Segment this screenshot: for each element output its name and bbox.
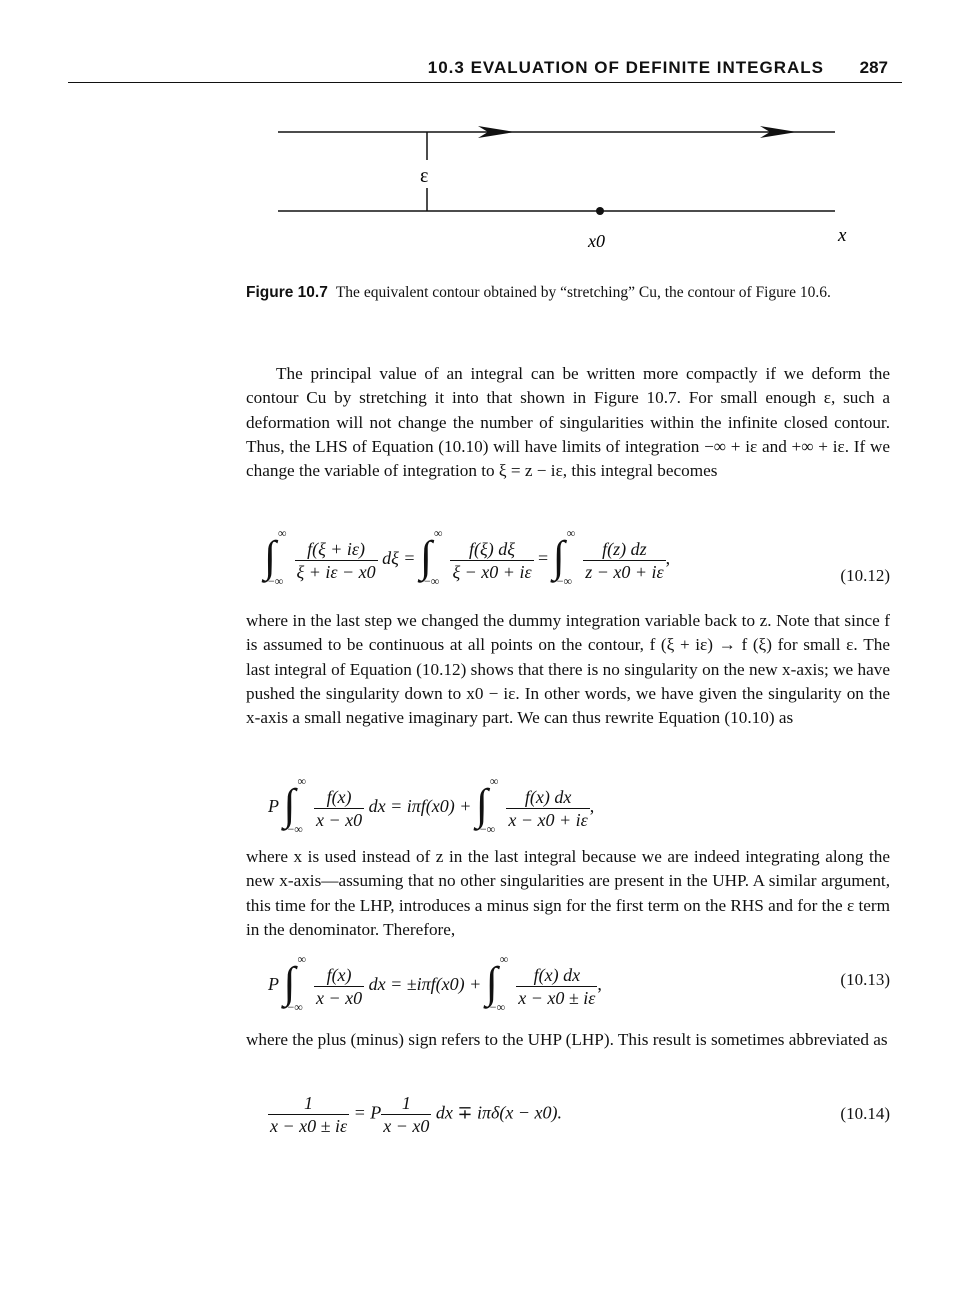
x0-label: x0 — [588, 231, 605, 251]
running-head — [68, 56, 902, 83]
integral-sign: ∫ ∞ −∞ — [264, 526, 287, 588]
equation-number: (10.14) — [840, 1104, 890, 1123]
equation-10-13: P ∫ ∞ −∞ $\frac{f(x)}{x - x0}$ dx = ±iπf(x0) + ∫ ∞ −∞ $\frac{f(x) dx}{x - x0 \pm i\varepsilon}$ , (10.13) — [268, 952, 890, 1014]
paragraph-3 — [246, 845, 890, 942]
x-axis-label: x — [838, 225, 847, 246]
running-head-section: 10.3 EVALUATION OF DEFINITE INTEGRALS — [427, 58, 824, 77]
fraction: $\frac{f(x) dx}{x - x0 + i\varepsilon}$ — [508, 786, 588, 830]
paragraph-1-text: The principal value of an integral can be written more compactly if we deform the contour Cu by stretching it into that shown in Figure 10.7. For small enough ε, such a deformation will not change the number of singularities within the infinite closed contour. Thus, the LHS of Equation (10.10) will have limits of integration −∞ + iε and +∞ + iε. If we change the variable of integration to ξ = z − iε, this integral becomes — [246, 364, 890, 481]
fraction: $\frac{1}{x - x0 \pm i\varepsilon}$ — [270, 1093, 348, 1136]
page-number: 287 — [859, 58, 888, 77]
figure-caption-label: Figure 10.7 — [246, 284, 328, 301]
contour-figure — [270, 112, 870, 262]
epsilon-label: ε — [420, 165, 429, 187]
equation-number: (10.12) — [840, 566, 890, 585]
integral-sign: ∫ ∞ −∞ — [475, 774, 499, 836]
fraction: $\frac{f(\xi + i\varepsilon)}{\xi + i\varepsilon - x0}$ — [296, 538, 376, 582]
integral-sign: ∫ ∞ −∞ — [552, 526, 576, 588]
integral-sign: ∫ ∞ −∞ — [419, 526, 443, 588]
paragraph-3-text: where x is used instead of z in the last integral because we are indeed integrating along the new x-axis—assuming that no other singularities are present in the UHP. A similar argument, this time for the LHP, introduces a minus sign for the first term on the RHS and for the ε term in the denominator. Therefore, — [246, 847, 890, 939]
integral-sign: ∫ ∞ −∞ — [283, 952, 307, 1014]
paragraph-2 — [246, 609, 890, 730]
paragraph-2-text: where in the last step we changed the dummy integration variable back to z. Note that since f is assumed to be continuous at all points on the contour, f (ξ + iε) → f (ξ) for small ε. The last integral of Equation (10.12) shows that there is no singularity on the new x-axis; we have pushed the singularity down to x0 − iε. In other words, we have given the singularity on the x-axis a small negative imaginary part. We can thus rewrite Equation (10.10) as — [246, 611, 890, 728]
paragraph-4 — [246, 1028, 890, 1052]
figure-caption — [246, 282, 890, 304]
fraction: $\frac{f(x)}{x - x0}$ — [316, 964, 363, 1008]
fraction: $\frac{f(x) dx}{x - x0 \pm i\varepsilon}$ — [518, 964, 596, 1008]
equation-number: (10.13) — [840, 970, 890, 989]
fraction: $\frac{1}{x - x0}$ — [383, 1093, 430, 1136]
figure-caption-text: The equivalent contour obtained by “stretching” Cu, the contour of Figure 10.6. — [335, 284, 831, 301]
equation-10-12: ∫ ∞ −∞ $\frac{f(\xi + i\varepsilon)}{\xi + i\varepsilon - x0}$ dξ = ∫ ∞ −∞ $\frac{f(\xi) d\xi}{\xi - x0 + i\varepsilon}$ = ∫ ∞ −∞ $\frac{f(z) dz}{z - x0 + i\varepsilon}$ , (10.12) — [264, 526, 890, 588]
equation-10-14: $\frac{1}{x - x0 \pm i\varepsilon}$ = P $\frac{1}{x - x0}$ dx ∓ iπδ(x − x0). (10.14) — [270, 1093, 890, 1136]
integral-sign: ∫ ∞ −∞ — [485, 952, 509, 1014]
paragraph-1 — [246, 362, 890, 483]
paragraph-4-text: where the plus (minus) sign refers to the UHP (LHP). This result is sometimes abbreviated as — [246, 1030, 888, 1049]
fraction: $\frac{f(x)}{x - x0}$ — [316, 786, 363, 830]
equation-unnumbered: P ∫ ∞ −∞ $\frac{f(x)}{x - x0}$ dx = iπf(x0) + ∫ ∞ −∞ $\frac{f(x) dx}{x - x0 + i\varepsilon}$ , — [268, 774, 595, 836]
fraction: $\frac{f(z) dz}{z - x0 + i\varepsilon}$ — [585, 538, 664, 582]
singularity-point — [596, 207, 604, 215]
fraction: $\frac{f(\xi) d\xi}{\xi - x0 + i\varepsilon}$ — [452, 538, 532, 582]
integral-sign: ∫ ∞ −∞ — [283, 774, 307, 836]
